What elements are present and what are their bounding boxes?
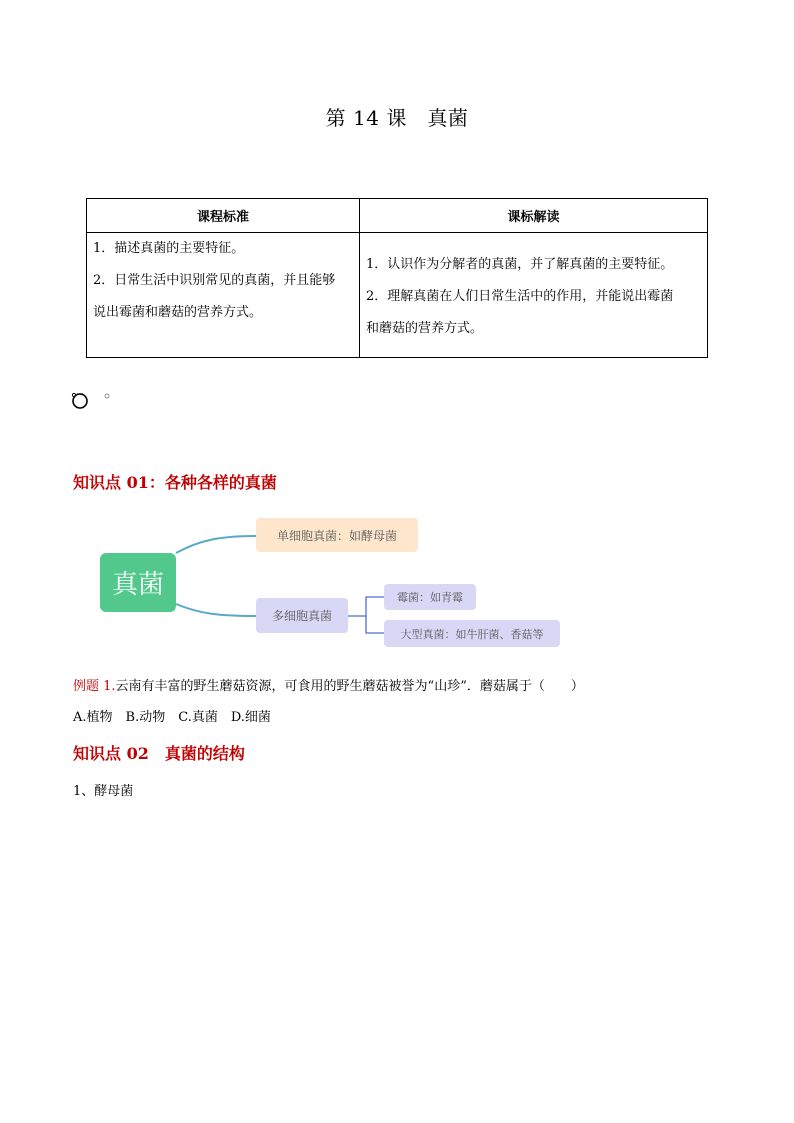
knowledge-point-heading: 知识点 01：各种各样的真菌 [73,473,277,492]
standard-line: 2．日常生活中识别常见的真菌，并且能够 [93,273,336,288]
knowledge-point-heading: 知识点 02 真菌的结构 [73,744,245,763]
mind-map-node-mold: 霉菌：如青霉 [384,584,476,610]
example-label: 例题 1. [73,679,116,694]
list-item: 1、酵母菌 [73,784,134,799]
interpretation-line: 2．理解真菌在人们日常生活中的作用，并能说出霉菌 [366,289,674,304]
standard-line: 说出霉菌和蘑菇的营养方式。 [93,305,263,320]
mind-map-node-single-cell: 单细胞真菌：如酵母菌 [256,518,418,552]
table-header: 课程标准 [87,199,360,233]
standard-line: 1．描述真菌的主要特征。 [93,241,245,256]
example-options: A.植物 B.动物 C.真菌 D.细菌 [73,710,271,725]
table-header: 课标解读 [360,199,708,233]
interpretation-line: 和蘑菇的营养方式。 [366,321,484,336]
mind-map-node-multi-cell: 多细胞真菌 [256,598,348,633]
example-text: 云南有丰富的野生蘑菇资源，可食用的野生蘑菇被誉为“山珍”．蘑菇属于（ ） [115,679,584,694]
interpretation-line: 1．认识作为分解者的真菌，并了解真菌的主要特征。 [366,257,674,272]
mind-map-node-large-fungi: 大型真菌：如牛肝菌、香菇等 [384,620,560,647]
page-title: 第 14 课 真菌 [325,106,469,130]
mind-map-root: 真菌 [100,553,176,612]
example-question [73,675,584,694]
